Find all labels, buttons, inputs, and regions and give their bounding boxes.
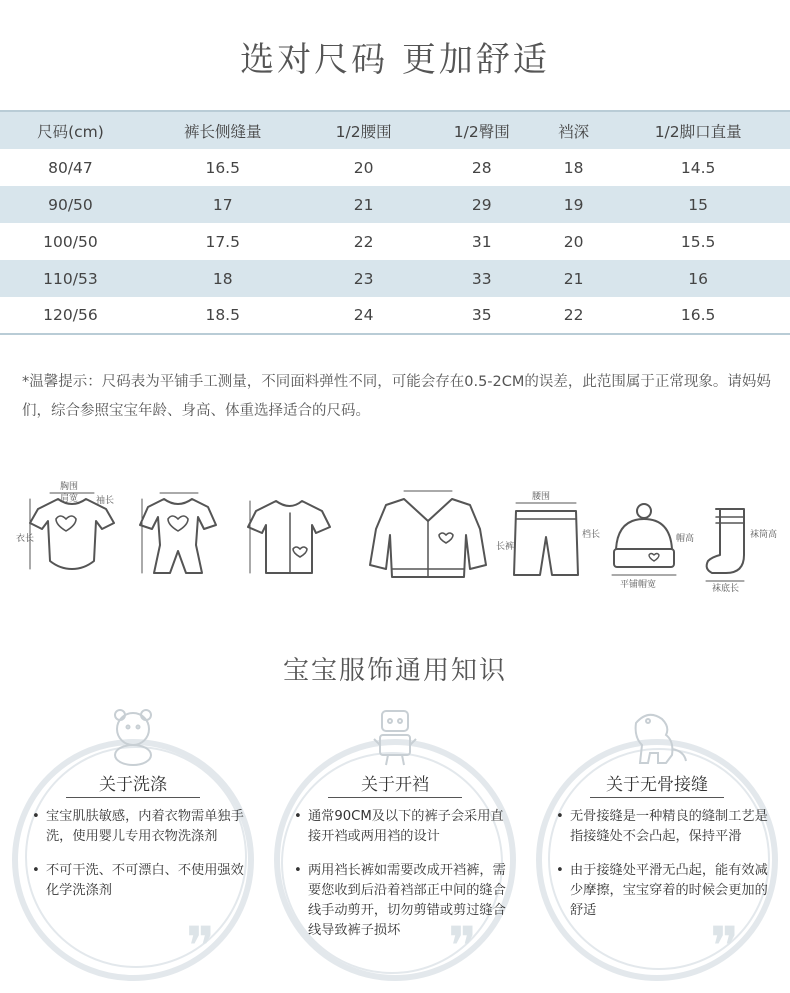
col-leg-opening: 1/2脚口直量 bbox=[654, 122, 742, 141]
tshirt-icon bbox=[248, 501, 330, 573]
table-row bbox=[0, 260, 790, 297]
table-cell: 120/56 bbox=[43, 306, 98, 324]
seamless-card bbox=[532, 705, 782, 978]
page-title: 选对尺码 更加舒适 bbox=[240, 40, 550, 80]
card-divider bbox=[328, 797, 462, 798]
pants-icon bbox=[496, 491, 600, 575]
card-title: 关于无骨接缝 bbox=[606, 775, 708, 795]
table-row bbox=[0, 223, 790, 260]
hat-icon bbox=[612, 504, 694, 590]
table-row bbox=[0, 297, 790, 334]
card-title: 关于开裆 bbox=[361, 775, 429, 795]
waist-label: 腰围 bbox=[532, 492, 551, 502]
sock-tube-label: 袜筒高 bbox=[750, 530, 778, 540]
quote-mark-icon: ❞ bbox=[186, 915, 216, 978]
sleeve-label: 袖长 bbox=[96, 496, 115, 506]
table-row bbox=[0, 149, 790, 186]
col-length: 裤长侧缝量 bbox=[183, 122, 262, 141]
quote-mark-icon: ❞ bbox=[710, 915, 740, 978]
table-cell: 100/50 bbox=[43, 232, 98, 251]
washing-card bbox=[8, 705, 258, 978]
list-item: • 通常90CM及以下的裤子会采用直接开裆或两用裆的设计 bbox=[294, 807, 512, 847]
card-title: 关于洗涤 bbox=[99, 775, 167, 795]
table-cell: 28 bbox=[471, 158, 492, 177]
table-cell: 14.5 bbox=[680, 158, 716, 177]
table-cell: 31 bbox=[471, 232, 492, 251]
col-crotch: 裆深 bbox=[558, 122, 590, 141]
sock-foot-label: 袜底长 bbox=[712, 584, 740, 594]
table-cell: 33 bbox=[471, 269, 492, 288]
pants-length-label: 长裤 bbox=[496, 542, 515, 552]
list-item: • 两用裆长裤如需要改成开裆裤，需要您收到后沿着裆部正中间的缝合线手动剪开，切勿剪错或剪过缝合线导致裤子损坏 bbox=[294, 861, 512, 941]
card-divider bbox=[590, 797, 724, 798]
list-item: • 不可干洗、不可漂白、不使用强效化学洗涤剂 bbox=[32, 861, 250, 901]
table-cell: 22 bbox=[353, 232, 374, 251]
chest-label: 胸围 bbox=[60, 482, 79, 492]
garment-measure-diagrams bbox=[0, 465, 790, 595]
table-cell: 24 bbox=[353, 306, 374, 324]
table-cell: 29 bbox=[471, 195, 492, 214]
table-cell: 17 bbox=[212, 195, 233, 214]
table-cell: 23 bbox=[353, 269, 374, 288]
table-cell: 16.5 bbox=[680, 306, 716, 324]
size-table bbox=[0, 110, 790, 335]
crotch-label: 档长 bbox=[582, 530, 601, 540]
table-cell: 16 bbox=[688, 269, 709, 288]
shoulder-label: 肩宽 bbox=[60, 494, 79, 504]
card-divider bbox=[66, 797, 200, 798]
length-label: 衣长 bbox=[16, 534, 35, 544]
list-item: • 由于接缝处平滑无凸起，能有效减少摩擦，宝宝穿着的时候会更加的舒适 bbox=[556, 861, 774, 921]
col-size: 尺码(cm) bbox=[37, 122, 104, 141]
open-crotch-card bbox=[270, 705, 520, 978]
card-list bbox=[294, 807, 512, 955]
knowledge-title: 宝宝服饰通用知识 bbox=[282, 656, 507, 686]
table-cell: 90/50 bbox=[48, 195, 93, 214]
table-cell: 20 bbox=[563, 232, 584, 251]
list-item: • 宝宝肌肤敏感，内着衣物需单独手洗，使用婴儿专用衣物洗涤剂 bbox=[32, 807, 250, 847]
size-tip: *温馨提示：尺码表为平铺手工测量，不同面料弹性不同，可能会存在0.5-2CM的误差，此范围属于正常现象。请妈妈们，综合参照宝宝年龄、身高、体重选择适合的尺码。 bbox=[22, 374, 771, 419]
card-list bbox=[556, 807, 774, 935]
dinosaur-icon bbox=[622, 705, 692, 767]
table-cell: 21 bbox=[563, 269, 584, 288]
table-cell: 15 bbox=[688, 195, 709, 214]
quote-mark-icon: ❞ bbox=[448, 915, 478, 978]
table-header-row bbox=[0, 111, 790, 149]
table-cell: 80/47 bbox=[48, 158, 93, 177]
card-list bbox=[32, 807, 250, 915]
table-cell: 18 bbox=[212, 269, 233, 288]
table-row bbox=[0, 186, 790, 223]
romper-icon bbox=[140, 493, 216, 573]
table-cell: 19 bbox=[563, 195, 584, 214]
table-cell: 110/53 bbox=[43, 269, 98, 288]
table-cell: 18 bbox=[563, 158, 584, 177]
jacket-icon bbox=[370, 491, 486, 577]
col-waist: 1/2腰围 bbox=[335, 122, 392, 141]
col-hip: 1/2臀围 bbox=[453, 122, 510, 141]
table-cell: 17.5 bbox=[205, 232, 240, 251]
robot-icon bbox=[360, 705, 430, 767]
table-cell: 16.5 bbox=[205, 158, 240, 177]
table-cell: 22 bbox=[563, 306, 584, 324]
table-cell: 15.5 bbox=[680, 232, 716, 251]
bear-icon bbox=[98, 705, 168, 767]
list-item: • 无骨接缝是一种精良的缝制工艺是指接缝处不会凸起，保持平滑 bbox=[556, 807, 774, 847]
hat-height-label: 帽高 bbox=[676, 534, 695, 544]
table-cell: 20 bbox=[353, 158, 374, 177]
table-cell: 35 bbox=[471, 306, 492, 324]
table-cell: 21 bbox=[353, 195, 374, 214]
bodysuit-icon bbox=[16, 481, 114, 569]
hat-width-label: 平铺帽宽 bbox=[620, 580, 657, 590]
sock-icon bbox=[706, 509, 777, 594]
table-cell: 18.5 bbox=[205, 306, 240, 324]
